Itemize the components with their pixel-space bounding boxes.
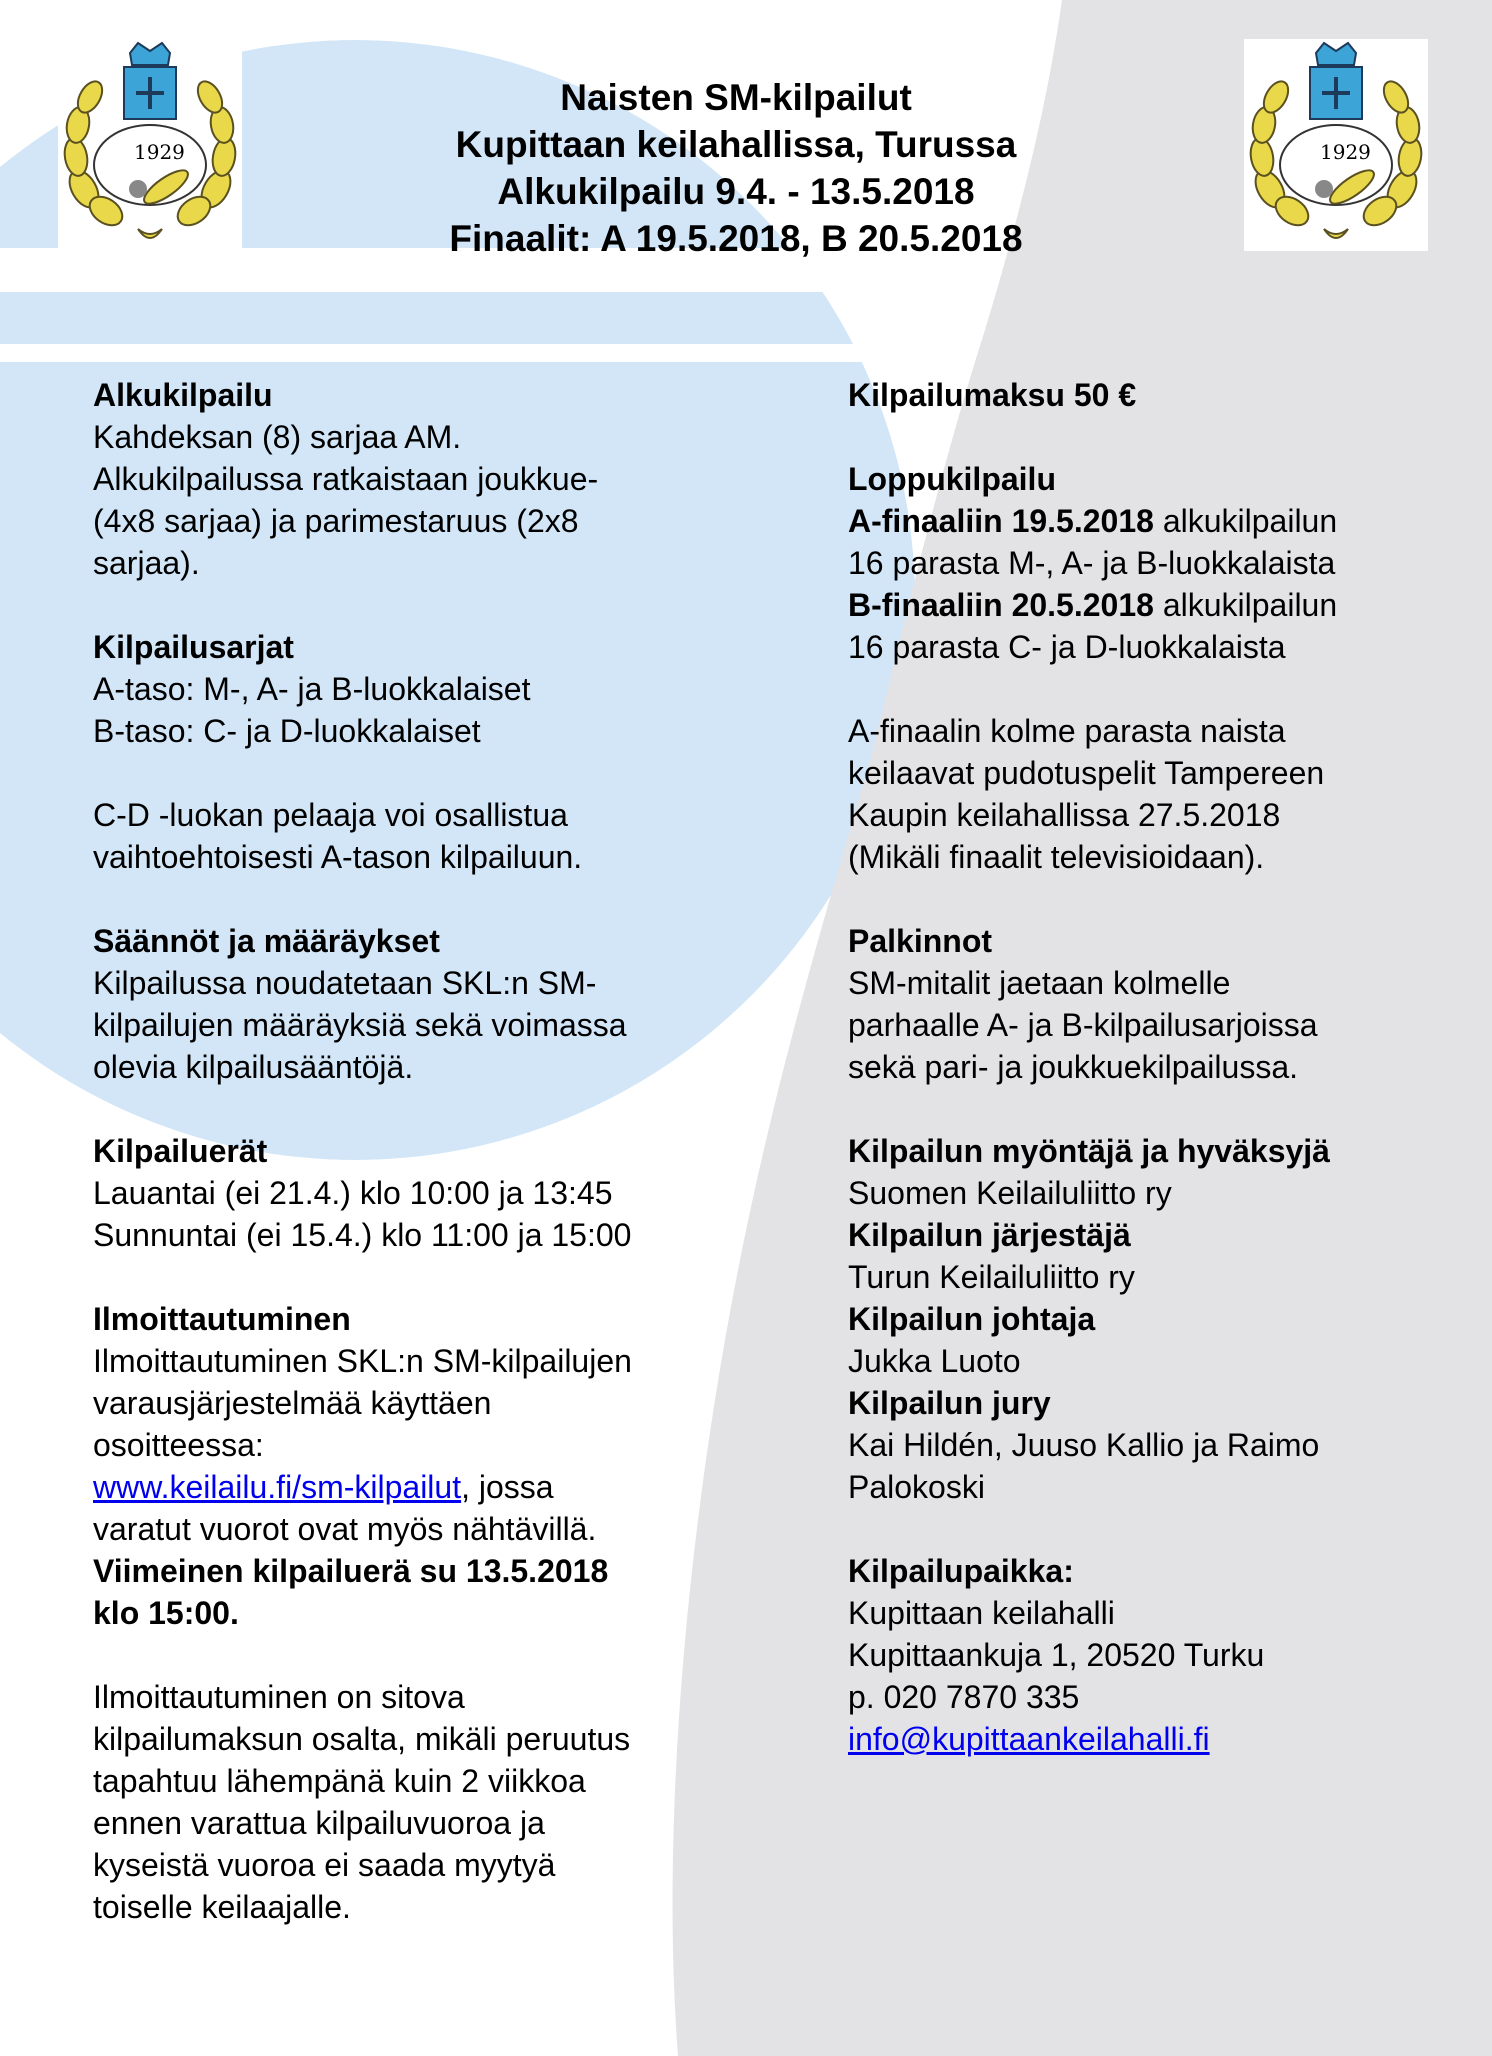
text-line: varausjärjestelmää käyttäen xyxy=(93,1385,492,1421)
text-line: (Mikäli finaalit televisioidaan). xyxy=(848,839,1265,875)
myontaja-value: Suomen Keilailuliitto ry xyxy=(848,1175,1172,1211)
section-kilpailuerat xyxy=(93,1130,733,1256)
section-heading: Ilmoittautuminen xyxy=(93,1301,351,1337)
section-heading: Kilpailupaikka: xyxy=(848,1553,1074,1589)
page-header xyxy=(300,74,1172,262)
text-line: parhaalle A- ja B-kilpailusarjoissa xyxy=(848,1007,1318,1043)
text-line xyxy=(848,584,1448,626)
section-pudotuspelit xyxy=(848,710,1448,878)
section-fee xyxy=(848,374,1448,416)
text-line: vaihtoehtoisesti A-tason kilpailuun. xyxy=(93,839,583,875)
header-venue: Kupittaan keilahallissa, Turussa xyxy=(455,124,1017,165)
section-cd-note xyxy=(93,794,733,878)
club-logo-right xyxy=(1244,39,1428,251)
header-qualification-dates: Alkukilpailu 9.4. - 13.5.2018 xyxy=(497,171,975,212)
a-final-rest: alkukilpailun xyxy=(1153,503,1338,539)
section-heading: Alkukilpailu xyxy=(93,377,273,413)
club-logo-left xyxy=(58,39,242,251)
text-line: B-taso: C- ja D-luokkalaiset xyxy=(93,713,481,749)
text-line: Kahdeksan (8) sarjaa AM. xyxy=(93,419,462,455)
text-line: toiselle keilaajalle. xyxy=(93,1889,351,1925)
text-line: Kilpailussa noudatetaan SKL:n SM- xyxy=(93,965,597,1001)
text-line: kilpailumaksun osalta, mikäli peruutus xyxy=(93,1721,631,1757)
text-line: 16 parasta C- ja D-luokkalaista xyxy=(848,629,1286,665)
text-line: 16 parasta M-, A- ja B-luokkalaista xyxy=(848,545,1336,581)
text-line: Ilmoittautuminen SKL:n SM-kilpailujen xyxy=(93,1343,632,1379)
section-sitova xyxy=(93,1676,733,1928)
text-line: sekä pari- ja joukkuekilpailussa. xyxy=(848,1049,1298,1085)
section-heading: Säännöt ja määräykset xyxy=(93,923,440,959)
jury-value: Kai Hildén, Juuso Kallio ja Raimo xyxy=(848,1427,1320,1463)
myontaja-heading: Kilpailun myöntäjä ja hyväksyjä xyxy=(848,1133,1330,1169)
venue-name: Kupittaan keilahalli xyxy=(848,1595,1115,1631)
text-line: osoitteessa: xyxy=(93,1427,264,1463)
text-line: tapahtuu lähempänä kuin 2 viikkoa xyxy=(93,1763,586,1799)
svg-text:1929: 1929 xyxy=(134,140,185,164)
section-kilpailupaikka xyxy=(848,1550,1448,1760)
registration-link[interactable]: www.keilailu.fi/sm-kilpailut xyxy=(93,1469,462,1505)
svg-text:1929: 1929 xyxy=(1320,140,1371,164)
a-final-date: A-finaaliin 19.5.2018 xyxy=(848,503,1154,539)
jury-heading: Kilpailun jury xyxy=(848,1385,1051,1421)
section-ilmoittautuminen xyxy=(93,1298,733,1634)
section-alkukilpailu xyxy=(93,374,733,584)
venue-phone: p. 020 7870 335 xyxy=(848,1679,1080,1715)
text-line: Sunnuntai (ei 15.4.) klo 11:00 ja 15:00 xyxy=(93,1217,632,1253)
text-line: sarjaa). xyxy=(93,545,200,581)
text-line xyxy=(848,500,1448,542)
text-line: C-D -luokan pelaaja voi osallistua xyxy=(93,797,568,833)
jury-value: Palokoski xyxy=(848,1469,985,1505)
deadline-line: Viimeinen kilpailuerä su 13.5.2018 xyxy=(93,1553,609,1589)
text-line: Lauantai (ei 21.4.) klo 10:00 ja 13:45 xyxy=(93,1175,613,1211)
text-line: ennen varattua kilpailuvuoroa ja xyxy=(93,1805,545,1841)
text-line: kilpailujen määräyksiä sekä voimassa xyxy=(93,1007,627,1043)
email-line xyxy=(848,1718,1448,1760)
johtaja-value: Jukka Luoto xyxy=(848,1343,1021,1379)
text-line: olevia kilpailusääntöjä. xyxy=(93,1049,414,1085)
section-heading: Kilpailusarjat xyxy=(93,629,294,665)
crest-emblem-icon xyxy=(58,39,242,251)
jarjestaja-value: Turun Keilailuliitto ry xyxy=(848,1259,1135,1295)
section-heading: Kilpailuerät xyxy=(93,1133,268,1169)
text-line: A-finaalin kolme parasta naista xyxy=(848,713,1286,749)
header-title: Naisten SM-kilpailut xyxy=(560,77,912,118)
venue-email-link[interactable]: info@kupittaankeilahalli.fi xyxy=(848,1721,1210,1757)
fee-heading: Kilpailumaksu 50 € xyxy=(848,377,1137,413)
text-line: Alkukilpailussa ratkaistaan joukkue- xyxy=(93,461,599,497)
text-line: Kaupin keilahallissa 27.5.2018 xyxy=(848,797,1281,833)
right-column xyxy=(848,374,1448,1760)
left-column xyxy=(93,374,733,1928)
jarjestaja-heading: Kilpailun järjestäjä xyxy=(848,1217,1131,1253)
section-loppukilpailu xyxy=(848,458,1448,668)
text-line: kyseistä vuoroa ei saada myytyä xyxy=(93,1847,556,1883)
section-heading: Loppukilpailu xyxy=(848,461,1056,497)
section-saannot xyxy=(93,920,733,1088)
section-officials xyxy=(848,1130,1448,1508)
section-heading: Palkinnot xyxy=(848,923,993,959)
venue-address: Kupittaankuja 1, 20520 Turku xyxy=(848,1637,1265,1673)
section-kilpailusarjat xyxy=(93,626,733,752)
b-final-rest: alkukilpailun xyxy=(1153,587,1338,623)
text-line: keilaavat pudotuspelit Tampereen xyxy=(848,755,1325,791)
link-suffix: , jossa xyxy=(461,1469,554,1505)
deadline-line: klo 15:00. xyxy=(93,1595,239,1631)
text-line: varatut vuorot ovat myös nähtävillä. xyxy=(93,1511,597,1547)
johtaja-heading: Kilpailun johtaja xyxy=(848,1301,1096,1337)
crest-emblem-icon xyxy=(1244,39,1428,251)
header-final-dates: Finaalit: A 19.5.2018, B 20.5.2018 xyxy=(449,218,1023,259)
text-line: A-taso: M-, A- ja B-luokkalaiset xyxy=(93,671,531,707)
link-line xyxy=(93,1466,733,1508)
text-line: Ilmoittautuminen on sitova xyxy=(93,1679,465,1715)
text-line: SM-mitalit jaetaan kolmelle xyxy=(848,965,1231,1001)
section-palkinnot xyxy=(848,920,1448,1088)
b-final-date: B-finaaliin 20.5.2018 xyxy=(848,587,1154,623)
text-line: (4x8 sarjaa) ja parimestaruus (2x8 xyxy=(93,503,579,539)
